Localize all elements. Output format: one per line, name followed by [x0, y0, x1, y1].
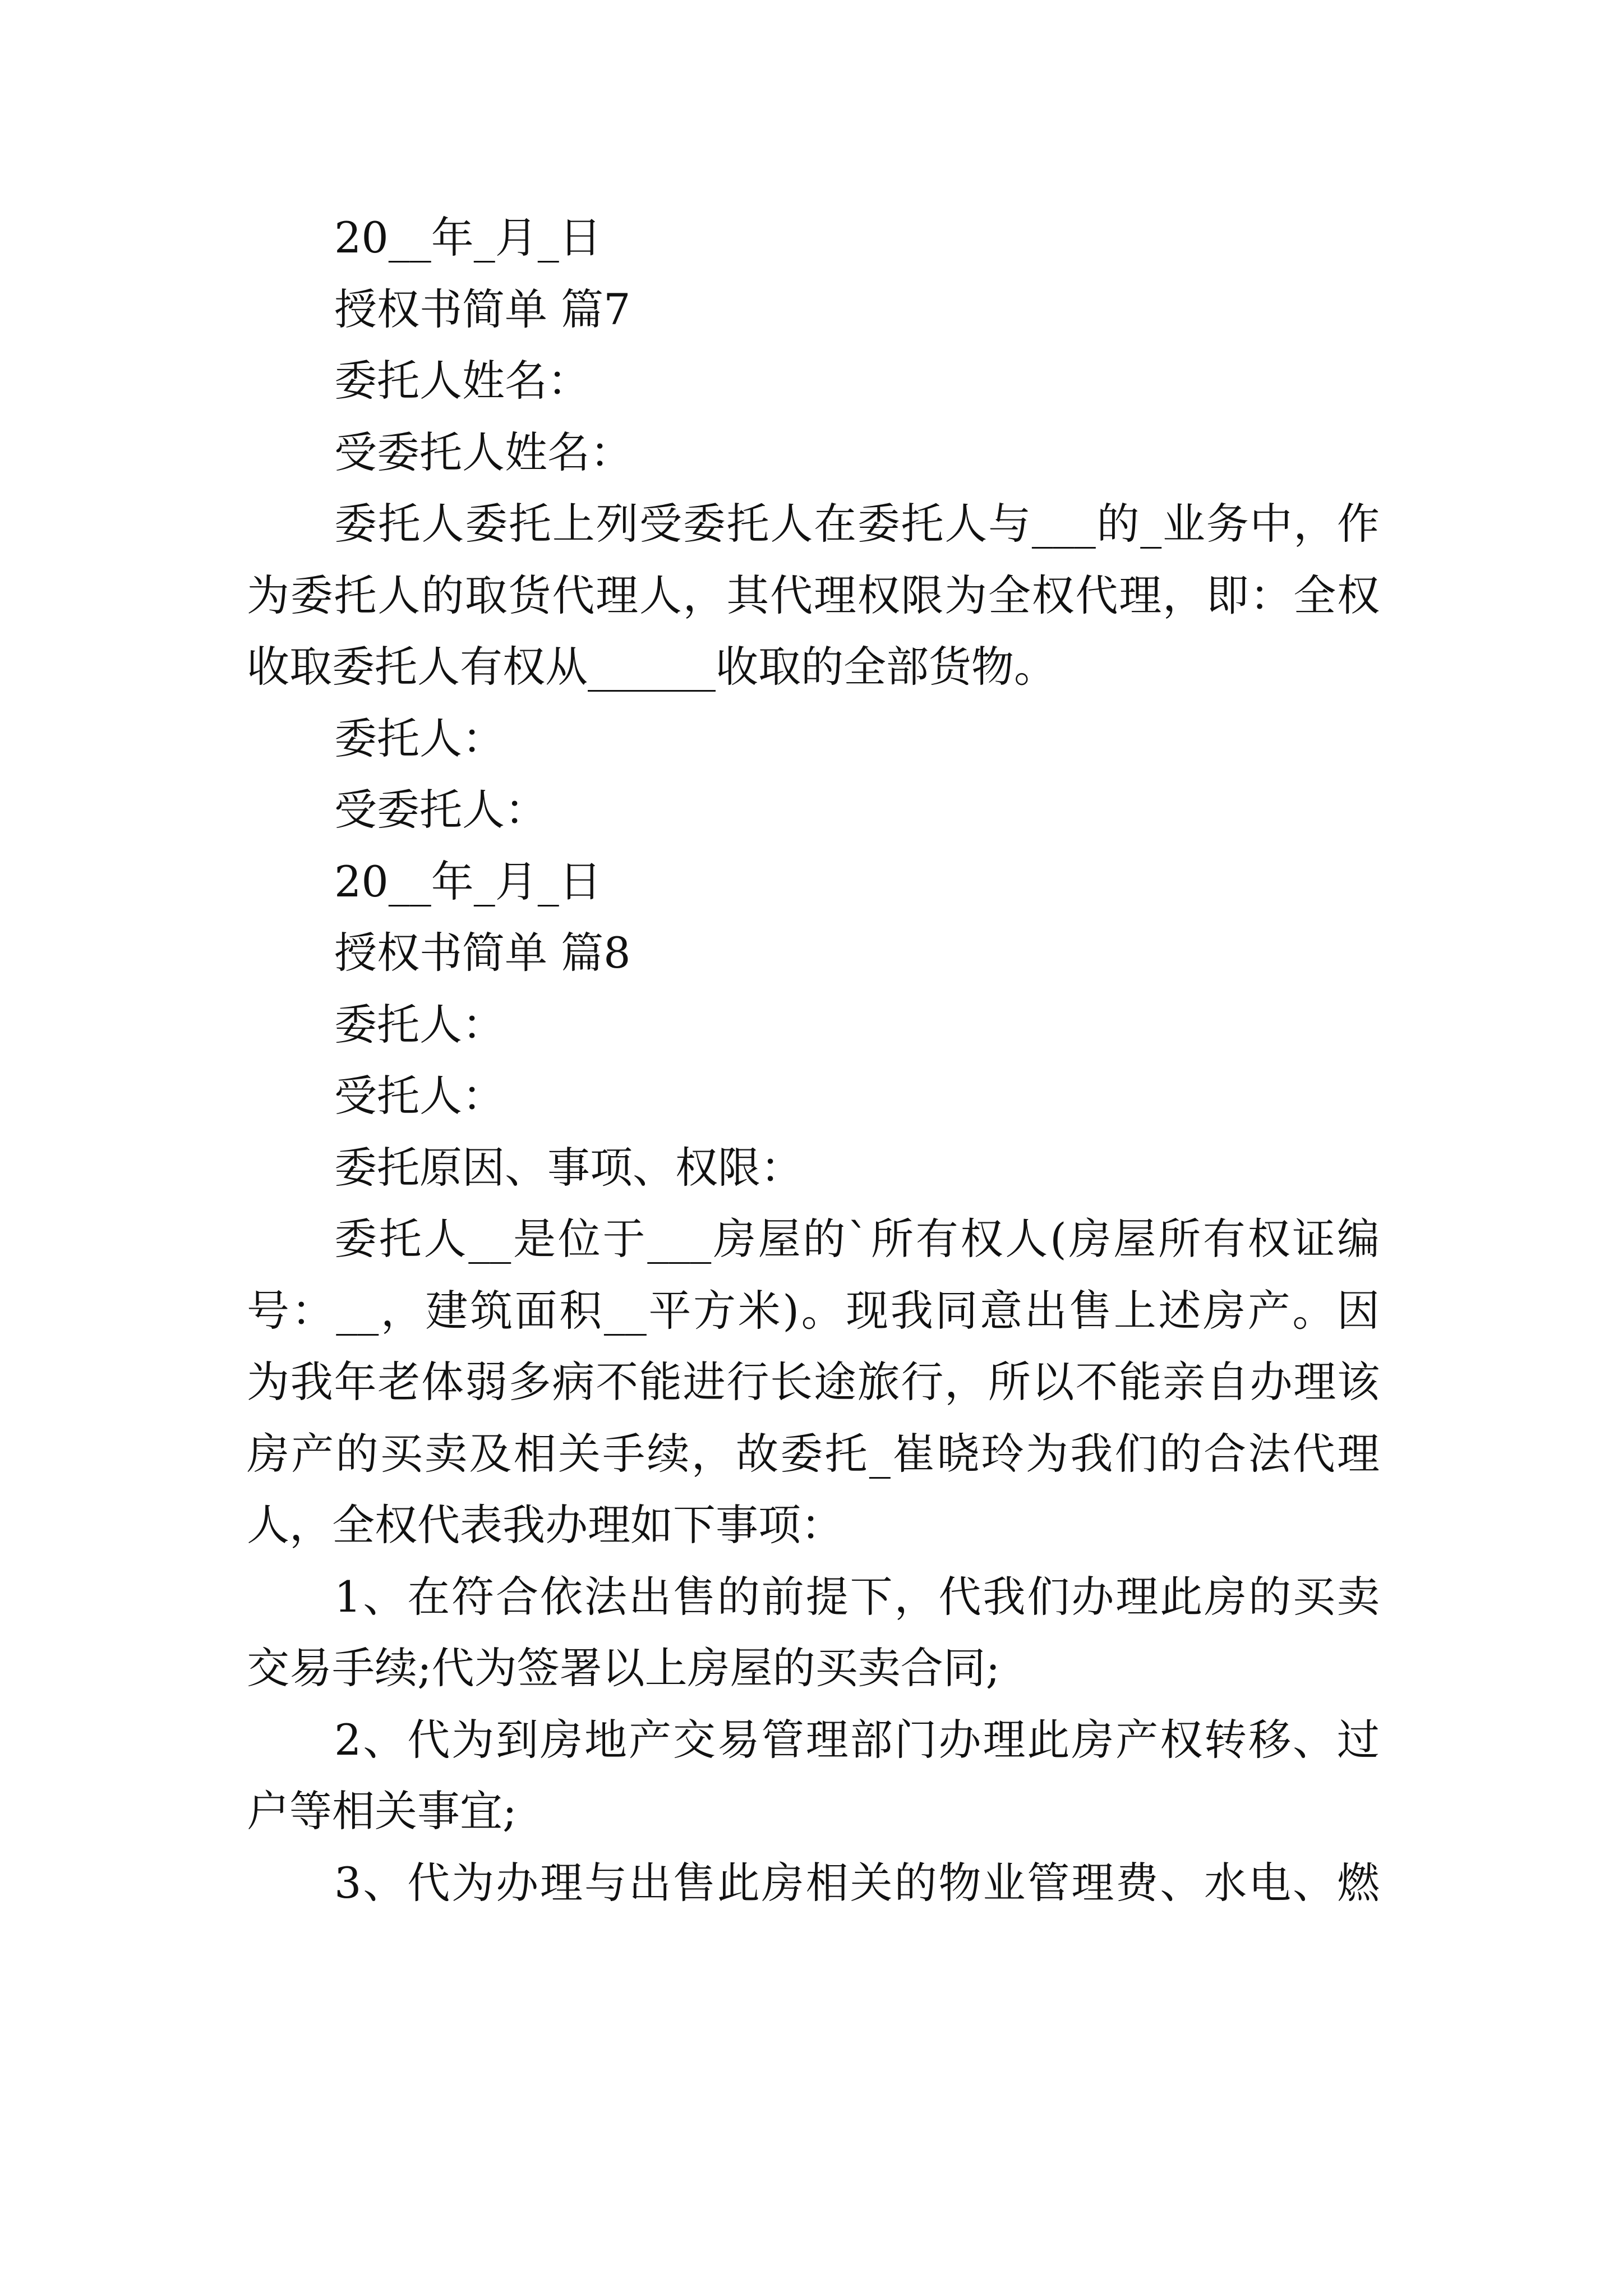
- text-line: 户等相关事宜;: [247, 1786, 517, 1836]
- text-line: 委托人委托上列受委托人在委托人与___的_业务中，作: [334, 499, 1380, 549]
- text-line: 委托人：: [334, 713, 505, 763]
- text-line: 20__年_月_日: [334, 856, 602, 907]
- text-line: 为委托人的取货代理人，其代理权限为全权代理，即：全权: [247, 570, 1380, 620]
- text-line: 委托人姓名：: [334, 356, 590, 406]
- text-line: 受托人：: [334, 1071, 505, 1121]
- text-line: 授权书简单 篇8: [334, 928, 631, 978]
- text-line: 委托原因、事项、权限：: [334, 1142, 803, 1193]
- text-line: 20__年_月_日: [334, 213, 602, 263]
- text-line: 人，全权代表我办理如下事项：: [247, 1500, 843, 1550]
- text-line: 交易手续;代为签署以上房屋的买卖合同;: [247, 1643, 1000, 1693]
- text-line: 2、代为到房地产交易管理部门办理此房产权转移、过: [334, 1714, 1380, 1765]
- document-body: [247, 202, 1380, 1918]
- text-line: 授权书简单 篇7: [334, 284, 631, 334]
- text-line: 房产的买卖及相关手续，故委托_崔晓玲为我们的合法代理: [247, 1428, 1380, 1479]
- text-line: 收取委托人有权从______收取的全部货物。: [247, 642, 1057, 692]
- text-line: 受委托人：: [334, 785, 547, 835]
- text-line: 1、在符合依法出售的前提下，代我们办理此房的买卖: [334, 1571, 1380, 1622]
- text-line: 受委托人姓名：: [334, 427, 633, 477]
- text-line: 委托人__是位于___房屋的`所有权人(房屋所有权证编: [334, 1214, 1380, 1264]
- text-line: 委托人：: [334, 999, 505, 1050]
- text-line: 3、代为办理与出售此房相关的物业管理费、水电、燃: [334, 1857, 1380, 1908]
- text-line: 号：__，建筑面积__平方米)。现我同意出售上述房产。因: [247, 1285, 1380, 1336]
- text-line: 为我年老体弱多病不能进行长途旅行，所以不能亲自办理该: [247, 1357, 1380, 1407]
